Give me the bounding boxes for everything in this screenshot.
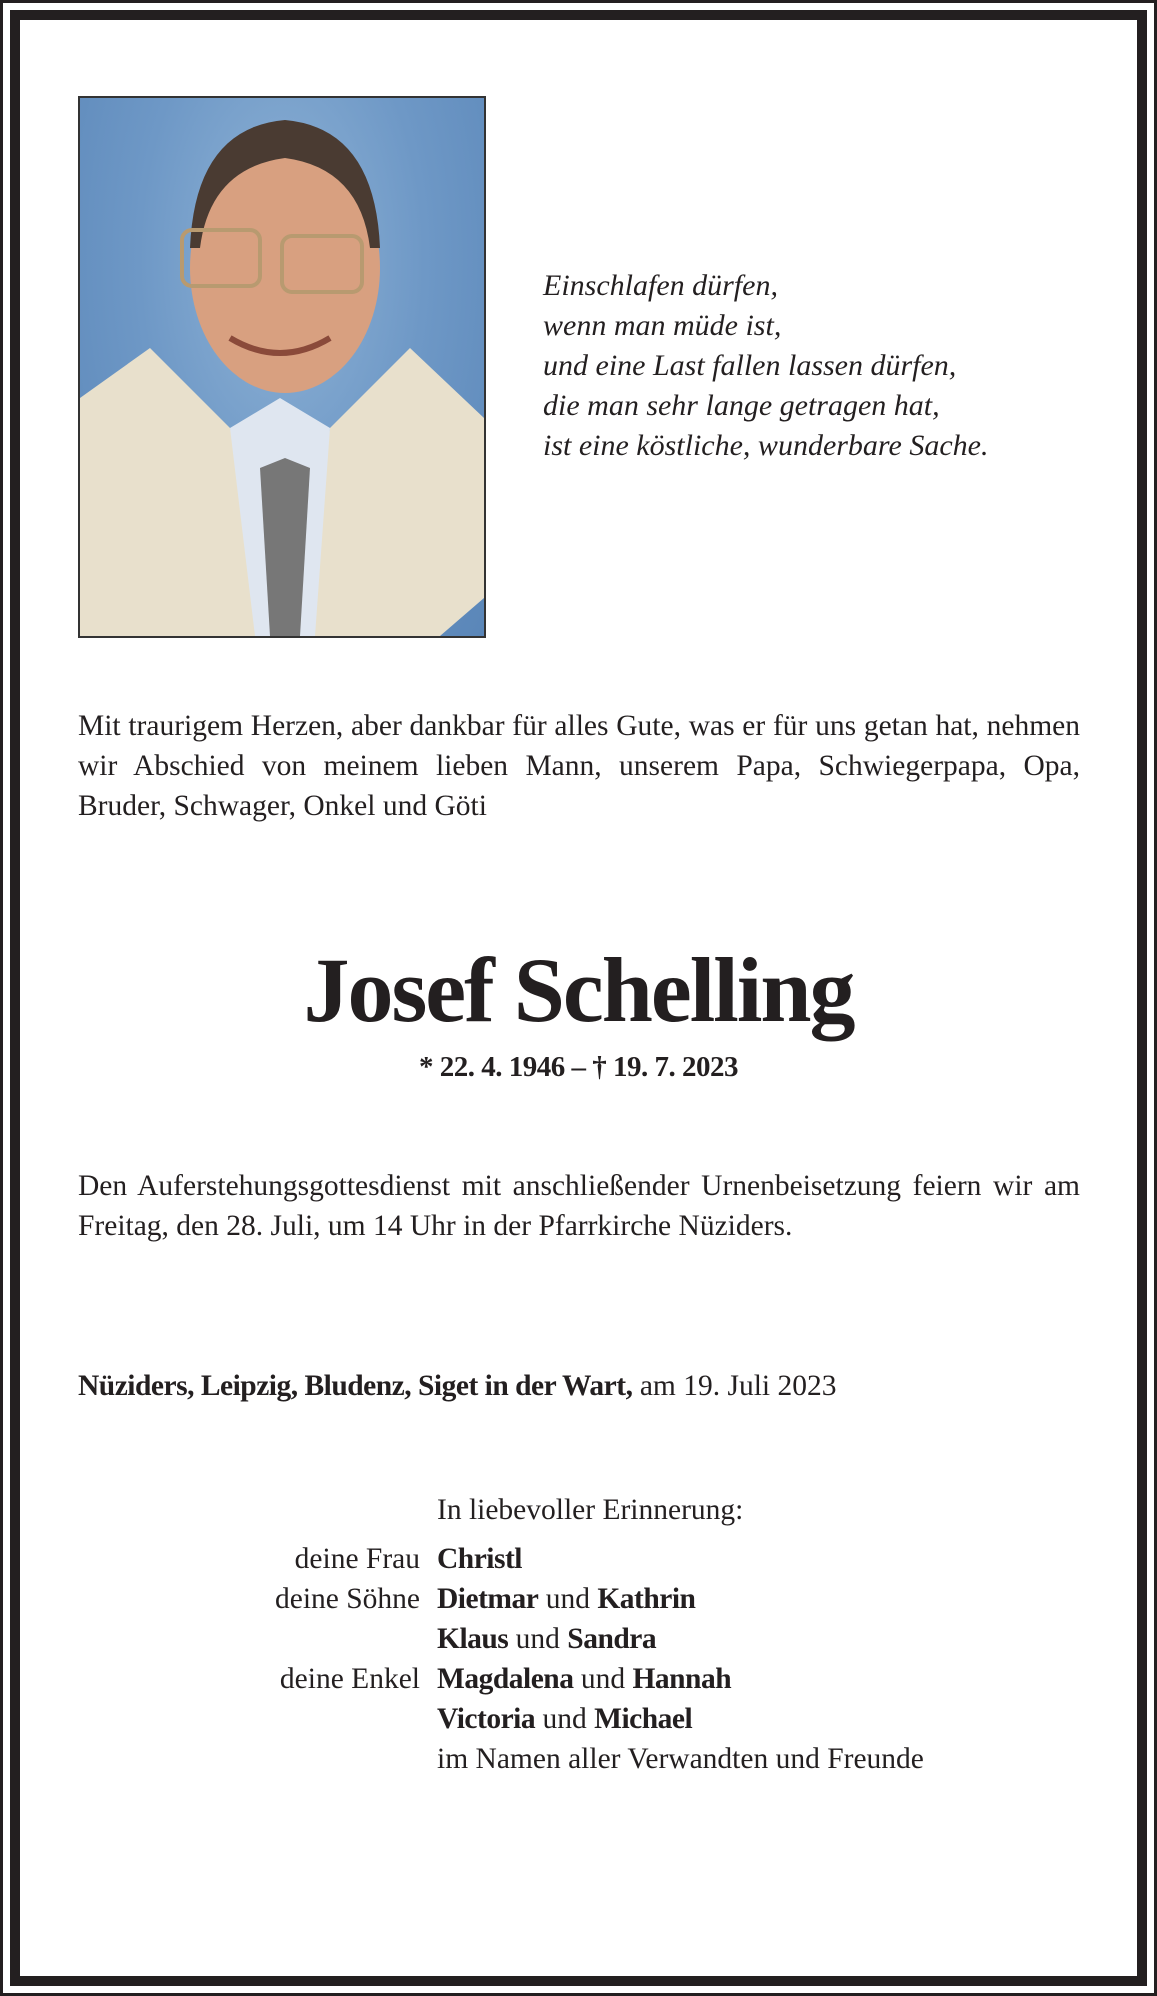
relation-label: deine Enkel [279,1663,420,1695]
quote-line: ist eine köstliche, wunderbare Sache. [543,429,989,462]
mourner-name: Victoria [437,1703,536,1735]
mourner-row [0,1659,1157,1699]
memorial-quote [543,266,988,466]
quote-line: wenn man müde ist, [543,309,782,342]
mourner-name: Klaus [437,1623,509,1655]
quote-line: Einschlafen dürfen, [543,269,778,302]
closing-text: im Namen aller Verwandten und Freunde [437,1743,924,1775]
quote-line: die man sehr lange getragen hat, [543,389,940,422]
conjunction: und [535,1703,595,1735]
mourner-row [0,1619,1157,1659]
mourner-name: Hannah [632,1663,732,1695]
locations: Nüziders, Leipzig, Bludenz, Siget in der Wart, [78,1370,633,1402]
mourner-name: Christl [437,1543,522,1575]
mourner-row [0,1579,1157,1619]
mourner-name: Magdalena [437,1663,574,1695]
place-date-line [78,1366,837,1406]
life-dates: * 22. 4. 1946 – † 19. 7. 2023 [419,1051,738,1083]
announcement-date: am 19. Juli 2023 [632,1370,837,1402]
mourner-name: Sandra [567,1623,657,1655]
conjunction: und [573,1663,633,1695]
relation-label: deine Söhne [274,1583,420,1615]
mourners-heading: In liebevoller Erinnerung: [437,1494,744,1526]
service-paragraph: Den Auferstehungsgottesdienst mit anschließender Urnenbeisetzung feiern wir am Freitag, den 28. Juli, um 14 Uhr in der Pfarrkirche Nüziders. [78,1170,1080,1242]
portrait-illustration [80,98,484,636]
mourner-name: Kathrin [597,1583,696,1615]
conjunction: und [538,1583,598,1615]
closing-line [0,1739,1157,1779]
quote-line: und eine Last fallen lassen dürfen, [543,349,957,382]
mourner-name: Dietmar [437,1583,539,1615]
mourner-row [0,1699,1157,1739]
intro-paragraph: Mit traurigem Herzen, aber dankbar für alles Gute, was er für uns getan hat, nehmen wir Abschied von meinem lieben Mann, unserem Papa, Schwiegerpapa, Opa, Bruder, Schwager, Onkel und Göti [78,710,1080,822]
mourner-name: Michael [594,1703,693,1735]
deceased-name: Josef Schelling [303,939,854,1041]
mourner-row [0,1539,1157,1579]
conjunction: und [508,1623,568,1655]
portrait-photo [78,96,486,638]
relation-label: deine Frau [294,1543,420,1575]
